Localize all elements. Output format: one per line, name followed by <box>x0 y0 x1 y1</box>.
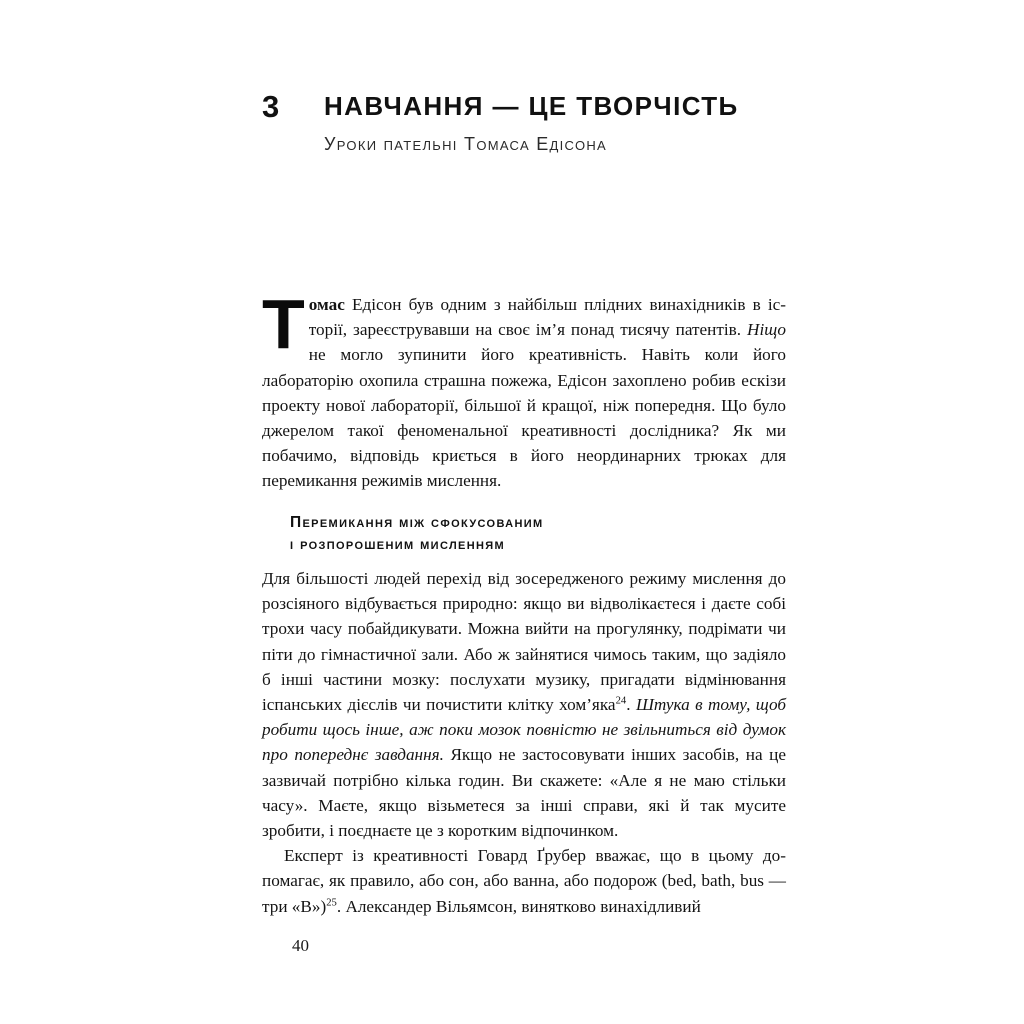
italic-text: Штука в тому, щоб робити щось інше, аж поки мозок повністю не звільниться від думок про попереднє завдання. <box>262 695 786 765</box>
text-run: Експерт із креативності Говард Ґрубер вважає, що в цьому допомагає, як правило, або сон, або ванна, або подорож (bed, bath, bus — три «B») <box>262 846 786 916</box>
footnote-reference-24[interactable]: 24 <box>615 695 627 707</box>
section-body-text <box>262 566 786 919</box>
opening-italic-nishcho: Ніщо <box>747 320 786 340</box>
footnote-reference-25[interactable]: 25 <box>326 896 337 908</box>
opening-text-part-1: Едісон був одним з найбільш плідних винахідників в історії, зареєструвавши на своє ім’я понад тисячу патентів. <box>308 295 786 340</box>
chapter-title-row <box>262 88 786 126</box>
paragraph-p2 <box>262 843 786 919</box>
opening-paragraph <box>262 285 786 494</box>
text-run: Якщо не застосовувати інших засобів, на це зазвичай потрібно кілька годин. Ви скажете: «Але я не маю стільки часу». Маєте, якщо візьметеся за інші справи, які й так мусите зробити, і поєднаєте це з коротким відпочинком. <box>262 745 786 841</box>
text-run: Для більшості людей перехід від зосередженого режиму мислення до розсіяного відбувається природно: якщо ви відволікаєтеся і даєте собі трохи часу побайдикувати. Можна вийти на прогулянку, подрімати чи піти до гімнастичної зали. Або ж зайнятися чимось таким, що задіяло б інші частини мозку: послухати музику, пригадати відмінювання іспанських дієслів чи почистити клітку хом’яка <box>262 569 786 715</box>
chapter-header <box>262 88 786 156</box>
paragraph-lead-in: омас <box>308 295 345 314</box>
opening-text-block <box>262 285 786 494</box>
paragraph-p1 <box>262 566 786 843</box>
section-heading <box>290 512 790 556</box>
chapter-number: 3 <box>262 89 280 124</box>
text-run: . Александер Вільямсон, винятково винахідливий <box>336 896 701 916</box>
chapter-subtitle: Уроки пательні Томаса Едісона <box>324 134 608 154</box>
section-heading-line-2: і розпорошеним мисленням <box>290 536 506 553</box>
chapter-title: НАВЧАННЯ — ЦЕ ТВОРЧІСТЬ <box>324 91 739 121</box>
page-number: 40 <box>292 936 309 955</box>
text-run: . <box>626 695 636 715</box>
drop-cap: Т <box>262 285 305 363</box>
section-heading-line-1: Перемикання між сфокусованим <box>290 514 544 531</box>
opening-text-part-2: не могло зупинити його креативність. Навіть коли його лабораторію охопила страшна пожежа, Едісон захоплено робив ескізи проекту нової лабораторії, більшої й кращої, ніж попередня. Що було джерелом такої феноменальної креативності дослідника? Як ми побачимо, відповідь криється в його неординарних трюках для перемикання режимів мислення. <box>262 345 786 491</box>
